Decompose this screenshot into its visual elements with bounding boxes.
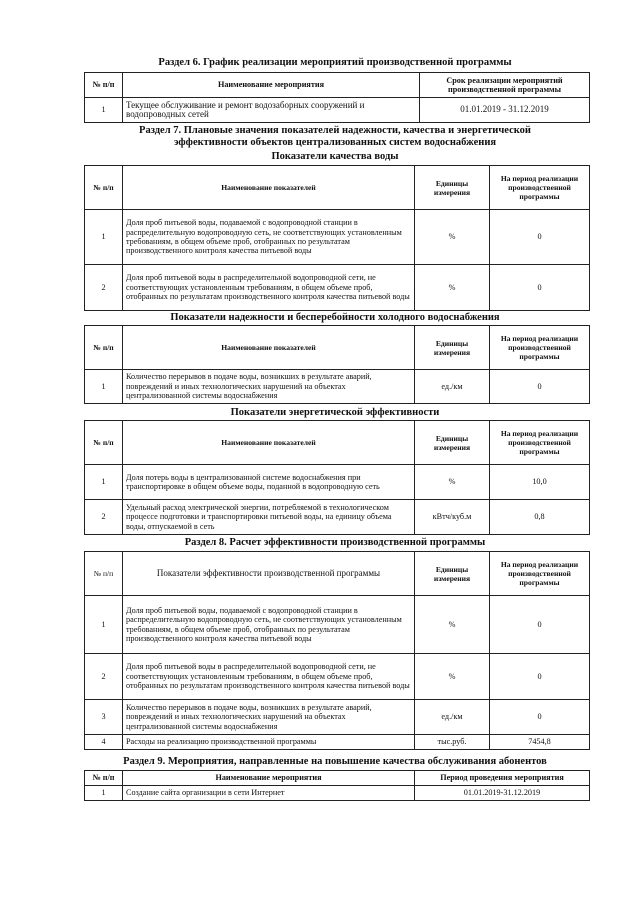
table-header-row (85, 73, 590, 98)
row-unit: % (415, 210, 490, 265)
table-row (85, 786, 590, 801)
row-value: 10,0 (490, 465, 590, 500)
table-header-row (85, 326, 590, 370)
row-num: 3 (85, 700, 123, 735)
row-name: Удельный расход электрической энергии, потребляемой в технологическом процессе подготовки и транспортировки питьевой воды, на единицу объема воды, отпускаемой в сеть (123, 500, 415, 535)
row-unit: % (415, 265, 490, 311)
header-unit: Единицы измерения (415, 326, 490, 370)
row-value: 0 (490, 265, 590, 311)
row-name: Количество перерывов в подаче воды, возникших в результате аварий, повреждений и иных технологических нарушений на объектах централизованной системы водоснабжения (123, 700, 415, 735)
table-row (85, 500, 590, 535)
reliability-table (84, 325, 590, 404)
row-period: 01.01.2019 - 31.12.2019 (420, 98, 590, 123)
row-name: Доля проб питьевой воды в распределительной водопроводной сети, не соответствующих установленным требованиям, в общем объеме проб, отобранных по результатам производственного контроля качества питьевой воды (123, 654, 415, 700)
row-value: 0 (490, 210, 590, 265)
table-row (85, 596, 590, 654)
row-value: 0,8 (490, 500, 590, 535)
header-value: На период реализации производственной программы (490, 326, 590, 370)
header-num: № п/п (85, 326, 123, 370)
header-num: № п/п (85, 771, 123, 786)
table-row (85, 98, 590, 123)
row-num: 4 (85, 735, 123, 750)
row-value: 0 (490, 654, 590, 700)
row-num: 1 (85, 98, 123, 123)
section8-heading: Раздел 8. Расчет эффективности производственной программы (184, 537, 486, 548)
header-name: Наименование показателей (123, 166, 415, 210)
section7-heading-line2: эффективности объектов централизованных систем водоснабжения (173, 137, 497, 148)
row-value: 0 (490, 370, 590, 404)
header-period: Период проведения мероприятия (415, 771, 590, 786)
table-row (85, 265, 590, 311)
section9-table (84, 770, 590, 801)
table-header-row (85, 552, 590, 596)
row-num: 2 (85, 265, 123, 311)
row-unit: ед./км (415, 700, 490, 735)
table-row (85, 700, 590, 735)
row-unit: % (415, 596, 490, 654)
row-unit: кВтч/куб.м (415, 500, 490, 535)
energy-title: Показатели энергетической эффективности (230, 407, 440, 418)
table-row (85, 465, 590, 500)
row-num: 2 (85, 500, 123, 535)
table-header-row (85, 421, 590, 465)
row-num: 2 (85, 654, 123, 700)
row-unit: ед./км (415, 370, 490, 404)
row-name: Расходы на реализацию производственной программы (123, 735, 415, 750)
energy-table (84, 420, 590, 535)
header-num: № п/п (85, 73, 123, 98)
row-name: Доля проб питьевой воды, подаваемой с водопроводной станции в распределительную водопроводную сеть, не соответствующих установленным требованиям, в общем объеме проб, отобранных по результатам производственного контроля качества питьевой воды (123, 596, 415, 654)
header-name: Наименование мероприятия (123, 771, 415, 786)
row-value: 7454,8 (490, 735, 590, 750)
header-unit: Единицы измерения (415, 166, 490, 210)
row-value: 0 (490, 596, 590, 654)
row-name: Доля потерь воды в централизованной системе водоснабжения при транспортировке в общем объеме воды, поданной в водопроводную сеть (123, 465, 415, 500)
table-row (85, 210, 590, 265)
table-row (85, 370, 590, 404)
header-value: На период реализации производственной программы (490, 552, 590, 596)
header-name: Наименование мероприятия (123, 73, 420, 98)
table-header-row (85, 166, 590, 210)
row-num: 1 (85, 370, 123, 404)
section8-table (84, 551, 590, 750)
section6-table (84, 72, 590, 123)
row-num: 1 (85, 596, 123, 654)
row-value: 0 (490, 700, 590, 735)
row-num: 1 (85, 210, 123, 265)
row-unit: тыс.руб. (415, 735, 490, 750)
table-header-row (85, 771, 590, 786)
water-quality-table (84, 165, 590, 311)
header-name: Показатели эффективности производственной программы (123, 552, 415, 596)
reliability-title: Показатели надежности и бесперебойности холодного водоснабжения (170, 312, 500, 323)
header-value: На период реализации производственной программы (490, 166, 590, 210)
row-name: Количество перерывов в подаче воды, возникших в результате аварий, повреждений и иных технологических нарушений на объектах централизованной системы водоснабжения (123, 370, 415, 404)
header-value: На период реализации производственной программы (490, 421, 590, 465)
header-period: Срок реализации мероприятий производственной программы (420, 73, 590, 98)
header-name: Наименование показателей (123, 326, 415, 370)
header-name: Наименование показателей (123, 421, 415, 465)
header-num: № п/п (85, 166, 123, 210)
header-num: № п/п (85, 552, 123, 596)
header-unit: Единицы измерения (415, 552, 490, 596)
header-num: № п/п (85, 421, 123, 465)
header-unit: Единицы измерения (415, 421, 490, 465)
water-quality-title: Показатели качества воды (271, 151, 399, 162)
table-row (85, 654, 590, 700)
row-num: 1 (85, 465, 123, 500)
section6-heading: Раздел 6. График реализации мероприятий производственной программы (158, 57, 512, 68)
row-name: Доля проб питьевой воды, подаваемой с водопроводной станции в распределительную водопроводную сеть, не соответствующих установленным требованиям, в общем объеме проб, отобранных по результатам производственного контроля качества питьевой воды (123, 210, 415, 265)
row-name: Доля проб питьевой воды в распределительной водопроводной сети, не соответствующих установленным требованиям, в общем объеме проб, отобранных по результатам производственного контроля качества питьевой воды (123, 265, 415, 311)
row-period: 01.01.2019-31.12.2019 (415, 786, 590, 801)
row-unit: % (415, 465, 490, 500)
row-name: Создание сайта организации в сети Интернет (123, 786, 415, 801)
row-unit: % (415, 654, 490, 700)
row-name: Текущее обслуживание и ремонт водозаборных сооружений и водопроводных сетей (123, 98, 420, 123)
section7-heading-line1: Раздел 7. Плановые значения показателей надежности, качества и энергетической (139, 125, 531, 136)
table-row (85, 735, 590, 750)
row-num: 1 (85, 786, 123, 801)
section9-heading: Раздел 9. Мероприятия, направленные на повышение качества обслуживания абонентов (123, 756, 547, 767)
